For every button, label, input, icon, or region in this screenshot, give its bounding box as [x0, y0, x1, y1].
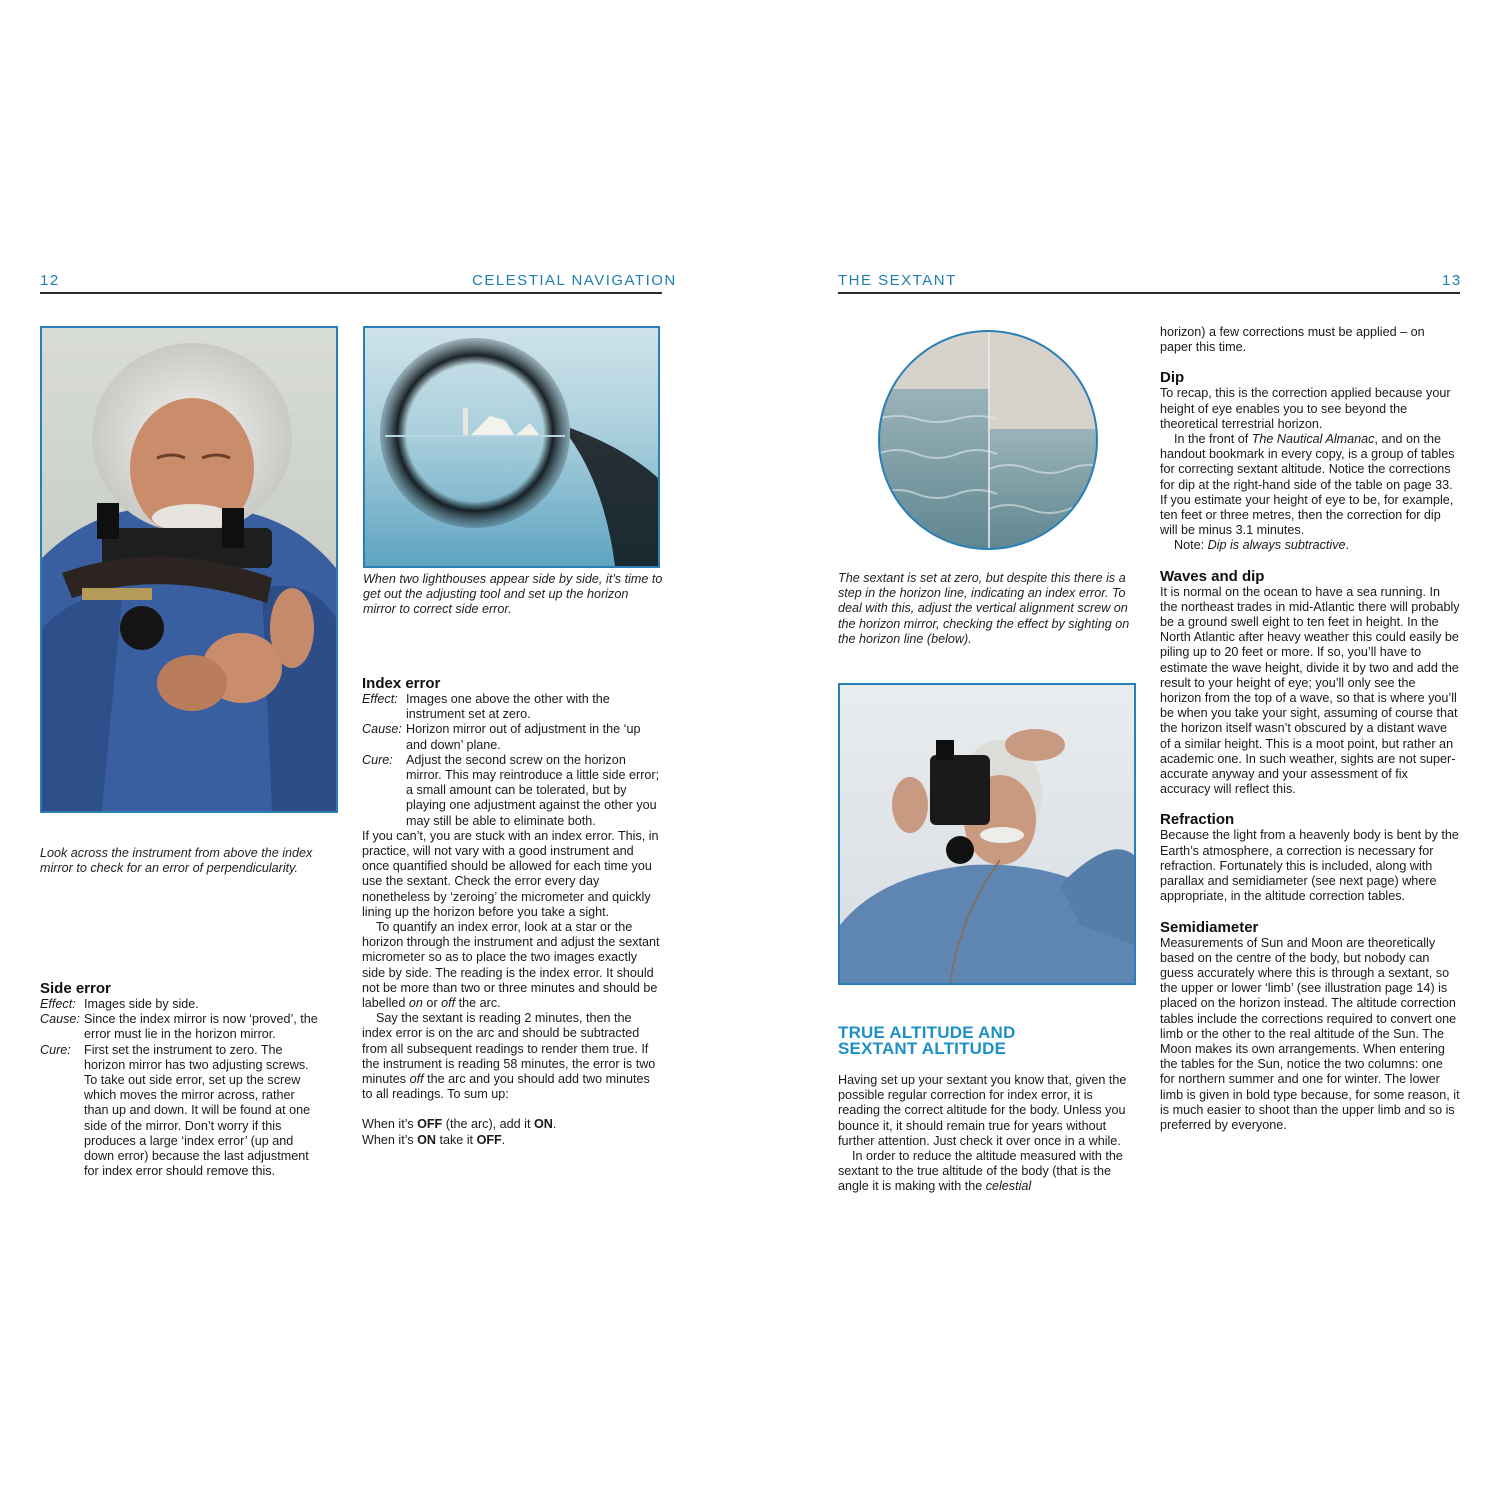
side-error-cause — [40, 1012, 320, 1042]
photo-lighthouses-eyepiece-illustration — [365, 328, 658, 566]
index-error-para2-c: the arc. — [455, 996, 501, 1011]
dip-note-em: Dip is always subtractive — [1207, 538, 1346, 553]
index-error-heading: Index error — [362, 675, 441, 692]
true-altitude-para2-em: celestial — [985, 1179, 1032, 1194]
dip-para2-a: In the front of — [1174, 432, 1252, 447]
true-altitude-para1: Having set up your sextant you know that, given the possible regular correction for index error, it is reading the correct altitude for the body. Unless you bounce it, it should remain true for years without further attention. Just check it over once in a while. — [838, 1073, 1127, 1148]
photo-sighting-sextant — [838, 683, 1136, 985]
index-error-cause-key: Cause: — [362, 722, 402, 737]
true-altitude-body — [838, 1073, 1138, 1195]
index-error-para3 — [362, 1011, 662, 1102]
header-rule-right — [838, 292, 1460, 294]
rule-on-bold-1: ON — [417, 1132, 436, 1147]
photo-sextant-perpendicularity — [40, 326, 338, 813]
dip-note — [1160, 538, 1460, 553]
rule-off-text-3: . — [552, 1117, 557, 1132]
rule-on-bold-2: OFF — [476, 1132, 502, 1147]
photo-sighting-sextant-illustration — [840, 685, 1134, 983]
caption-horizon-circle: The sextant is set at zero, but despite this there is a step in the horizon line, indicating an index error. To deal with this, adjust the vertical alignment screw on the horizon mirror, checking the effect by sighting on the horizon line (below). — [838, 571, 1130, 646]
index-error-para3-b: the arc and you should add two minutes to all readings. To sum up: — [362, 1072, 650, 1102]
index-error-effect-key: Effect: — [362, 692, 398, 706]
refraction-heading: Refraction — [1160, 811, 1235, 829]
header-rule-left — [40, 292, 662, 294]
semidiameter-para1: Measurements of Sun and Moon are theoretically based on the centre of the body, but nobody can guess accurately where this is through a sextant, so the upper or lower ‘limb’ (see illustration page 14) is placed on the horizon instead. The altitude correction tables include the corrections required to convert one limb or the other to the real altitude of the Sun. The Moon makes its own arrangements. When entering the tables for the Sun, notice the two columns: one for northern summer and one for winter. The lower limb is given in bold type because, for some reason, it is much easier to shoot than the upper limb and so is preferred by everyone. — [1160, 935, 1460, 1132]
dip-para2 — [1160, 432, 1460, 538]
section-heading-line2: SEXTANT ALTITUDE — [838, 1039, 1007, 1058]
index-error-para2-b: or — [422, 996, 442, 1011]
side-error-heading: Side error — [40, 980, 111, 997]
index-error-rule-on — [362, 1133, 662, 1148]
side-error-effect-text: Images side by side. — [84, 997, 199, 1011]
side-error-cure — [40, 1043, 320, 1180]
caption-photo-lighthouses: When two lighthouses appear side by side, it’s time to get out the adjusting tool and set up the horizon mirror to correct side error. — [363, 572, 663, 617]
waves-para1: It is normal on the ocean to have a sea running. In the northeast trades in mid-Atlantic there will probably be a ground swell eight to ten feet in height. In the North Atlantic after heavy weather this could easily be piling up to 20 feet or more. If so, you’ll have to estimate the wave height, divide it by two and add the result to your height of eye; you’ll only see the horizon from the top of a wave, so that is where you’ll be when you take your sight, assuming of course that the horizon itself wasn’t obscured by a distant wave of a similar height. This is a moot point, but rather an academic one. In such weather, sights are not super-accurate anyway and your assessment of fix accuracy will reflect this. — [1160, 584, 1460, 797]
photo-lighthouses-eyepiece — [363, 326, 660, 568]
index-error-para2 — [362, 920, 662, 1011]
index-error-para1: If you can’t, you are stuck with an index error. This, in practice, will not vary with a good instrument and once quantified should be allowed for each time you use the sextant. Check the error every day nonetheless by ‘zeroing’ the micrometer and quickly lining up the horizon before you take a sight. — [362, 828, 659, 919]
rule-off-bold-1: OFF — [417, 1117, 443, 1132]
caption-photo-perpendicularity: Look across the instrument from above the index mirror to check for an error of perpendicularity. — [40, 846, 313, 876]
side-error-effect-key: Effect: — [40, 997, 76, 1011]
refraction-para1: Because the light from a heavenly body is bent by the Earth’s atmosphere, a correction is necessary for refraction. Fortunately this is included, along with parallax and semidiameter (see next page) where appropriate, in the altitude correction tables. — [1160, 828, 1459, 904]
index-error-section — [362, 675, 662, 1148]
side-error-cause-text: Since the index mirror is now ‘proved’, the error must lie in the horizon mirror. — [84, 1012, 318, 1042]
horizon-circle-illustration — [877, 329, 1099, 551]
index-error-para2-on: on — [408, 996, 423, 1011]
dip-para2-em: The Nautical Almanac — [1251, 432, 1375, 447]
index-error-cure-key: Cure: — [362, 752, 393, 767]
side-error-cure-text: First set the instrument to zero. The horizon mirror has two adjusting screws. To take out side error, set up the screw which moves the mirror across, rather than up and down. It will be found at one side of the mirror. Don’t worry if this produces a large ‘index error’ (up and down error) because the last adjustment for index error should remove this. — [84, 1042, 311, 1179]
index-error-para2-a: To quantify an index error, look at a star or the horizon through the instrument and adjust the sextant micrometer so as to place the two images exactly side by side. The reading is the index error. It should not be more than two or three minutes and should be labelled — [362, 920, 660, 1011]
index-error-para3-a: Say the sextant is reading 2 minutes, then the index error is on the arc and should be subtracted from all subsequent readings to render them true. If the instrument is reading 58 minutes, the error is two minutes — [362, 1011, 656, 1087]
side-error-effect — [40, 997, 320, 1012]
index-error-para2-off: off — [441, 996, 456, 1011]
rule-off-text-2: (the arc), add it — [442, 1117, 534, 1132]
dip-note-b: . — [1345, 538, 1349, 553]
index-error-effect — [362, 692, 662, 722]
index-error-para3-off: off — [409, 1072, 424, 1087]
rule-on-text-1: When it’s — [362, 1132, 418, 1147]
running-head-left: CELESTIAL NAVIGATION — [472, 272, 677, 289]
semidiameter-heading: Semidiameter — [1160, 918, 1259, 936]
side-error-section — [40, 980, 320, 1179]
dip-heading: Dip — [1160, 369, 1185, 387]
rule-on-text-2: take it — [435, 1132, 477, 1147]
true-altitude-para2-a: In order to reduce the altitude measured with the sextant to the true altitude of the body (that is the angle it is making with the — [838, 1149, 1123, 1194]
true-altitude-para2 — [838, 1149, 1138, 1195]
dip-para1: To recap, this is the correction applied because your height of eye enables you to see beyond the theoretical terrestrial horizon. — [1160, 386, 1451, 431]
page-number-right: 13 — [1442, 272, 1462, 289]
rule-on-text-3: . — [501, 1132, 506, 1147]
horizon-circle-svg — [877, 329, 1099, 551]
rule-off-text-1: When it’s — [362, 1117, 418, 1132]
index-error-rule-off — [362, 1117, 662, 1132]
dip-note-a: Note: — [1174, 538, 1208, 553]
index-error-cure — [362, 753, 662, 829]
side-error-cure-key: Cure: — [40, 1042, 71, 1057]
right-column — [1160, 325, 1460, 1133]
section-heading-true-altitude — [838, 1025, 1015, 1057]
dip-para2-b: , and on the handout bookmark in every copy, is a group of tables for correcting sextant altitude. Notice the corrections for dip at the right-hand side of the table on page 33. If you estimate your height of eye to be, for example, ten feet or three metres, then the correction for dip will be minus 3.1 minutes. — [1160, 432, 1455, 538]
rule-off-bold-2: ON — [533, 1117, 553, 1132]
index-error-cure-text: Adjust the second screw on the horizon mirror. This may reintroduce a little side error; a small amount can be tolerated, but by playing one adjustment against the other you may still be able to eliminate both. — [406, 752, 660, 828]
col2-intro: horizon) a few corrections must be applied – on paper this time. — [1160, 325, 1425, 355]
index-error-cause — [362, 722, 662, 752]
index-error-effect-text: Images one above the other with the instrument set at zero. — [406, 692, 610, 722]
side-error-cause-key: Cause: — [40, 1012, 80, 1027]
running-head-right: THE SEXTANT — [838, 272, 957, 289]
index-error-cause-text: Horizon mirror out of adjustment in the ‘up and down’ plane. — [406, 722, 641, 752]
waves-heading: Waves and dip — [1160, 567, 1265, 585]
page-number-left: 12 — [40, 272, 60, 289]
photo-sextant-perpendicularity-illustration — [42, 328, 336, 811]
section-heading-line1: TRUE ALTITUDE AND — [838, 1023, 1016, 1042]
